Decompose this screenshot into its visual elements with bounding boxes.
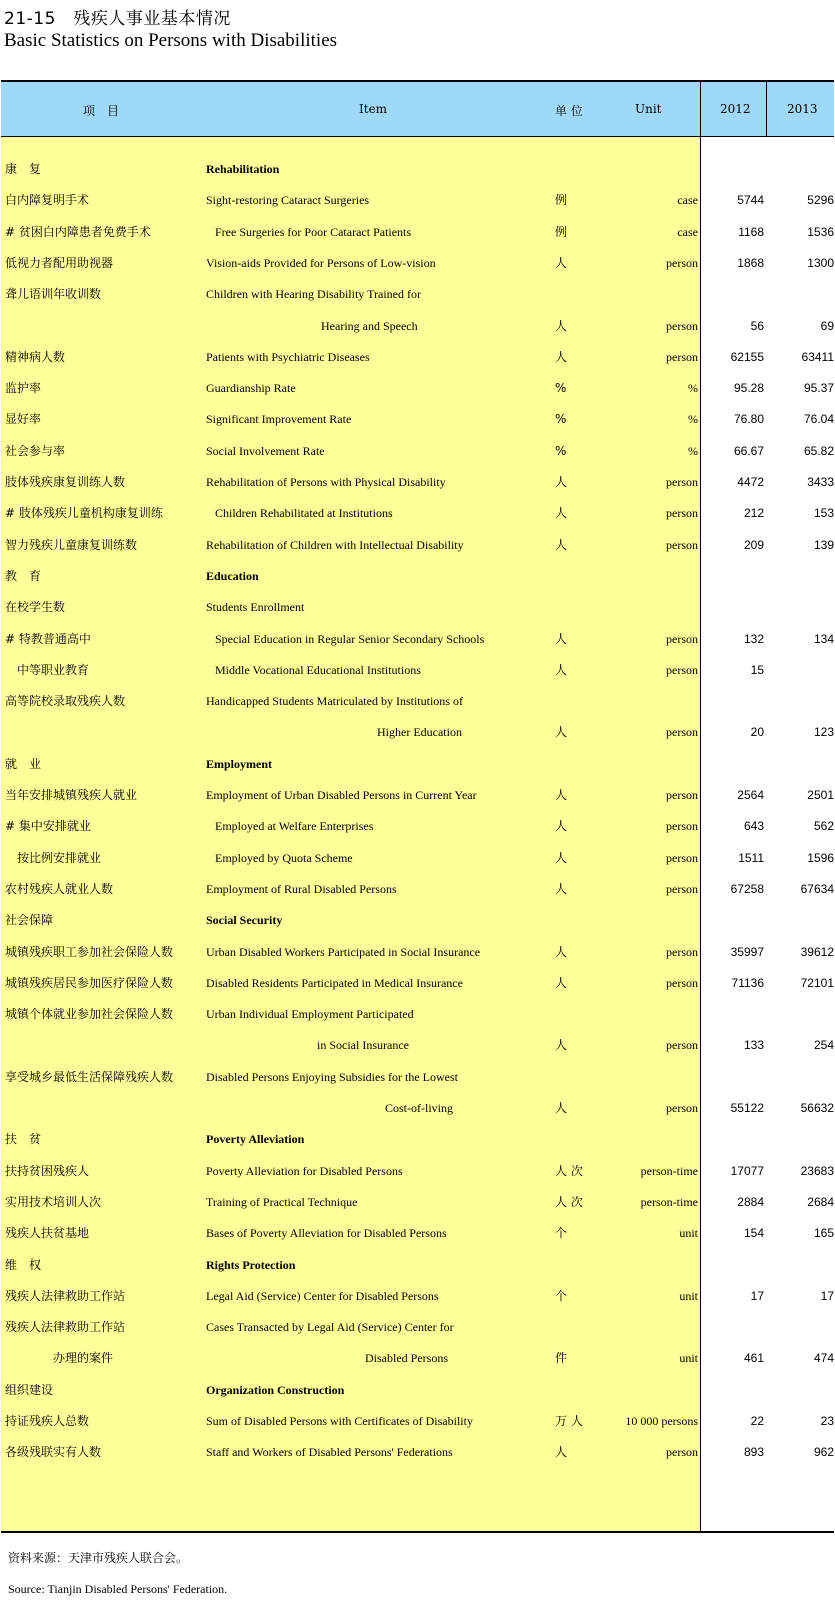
table-row <box>1 1029 834 1061</box>
value-2012: 643 <box>743 819 764 834</box>
unit-cn: 件 <box>555 1351 568 1366</box>
item-label-cn: 精神病人数 <box>5 349 66 364</box>
unit-cn: 人 <box>555 537 568 552</box>
unit-cn: 人 <box>555 1038 568 1053</box>
item-label-en: Hearing and Speech <box>321 318 418 333</box>
value-2012: 5744 <box>737 193 764 208</box>
value-2013: 95.37 <box>803 381 834 396</box>
unit-cn: 万 人 <box>555 1414 583 1428</box>
item-label-en: Poverty Alleviation for Disabled Persons <box>206 1163 403 1178</box>
item-label-en: Sum of Disabled Persons with Certificates of Disability <box>206 1414 473 1428</box>
item-label-en: Education <box>206 568 259 583</box>
item-label-en: Cost-of-living <box>385 1101 453 1115</box>
value-2012: 56 <box>750 318 764 333</box>
section-row <box>1 1374 834 1406</box>
unit-cn: 人 <box>555 975 568 990</box>
header-item-en: Item <box>359 102 388 116</box>
value-2013: 1536 <box>807 224 834 239</box>
unit-en: person <box>666 631 698 646</box>
item-label-cn: # 集中安排就业 <box>5 819 91 834</box>
item-label-en: Disabled Persons <box>365 1351 448 1366</box>
table-row <box>1 372 834 404</box>
unit-cn: 人 <box>555 255 568 270</box>
unit-cn: 例 <box>555 193 568 208</box>
value-2012: 76.80 <box>733 412 764 427</box>
item-label-en: Rights Protection <box>206 1257 296 1272</box>
unit-en: person-time <box>640 1163 698 1178</box>
unit-cn: 例 <box>555 224 568 239</box>
unit-en: person <box>666 475 698 489</box>
value-2012: 133 <box>743 1038 764 1053</box>
section-row <box>1 748 834 780</box>
header-unit-cn: 单 位 <box>555 104 583 118</box>
item-label-cn: 社会参与率 <box>5 443 66 458</box>
item-label-en: Employment of Urban Disabled Persons in Current Year <box>206 788 477 802</box>
unit-en: % <box>688 381 698 396</box>
unit-en: % <box>688 443 698 458</box>
unit-cn: 人 <box>555 318 568 333</box>
value-2012: 2884 <box>737 1194 764 1209</box>
unit-en: person <box>666 255 698 270</box>
item-label-en: Social Security <box>206 913 283 928</box>
value-2012: 209 <box>743 537 764 552</box>
unit-en: 10 000 persons <box>625 1414 698 1428</box>
unit-cn: % <box>555 412 567 427</box>
value-2013: 56632 <box>800 1101 834 1115</box>
section-row <box>1 1249 834 1281</box>
item-label-en: Employed at Welfare Enterprises <box>215 819 374 834</box>
value-2013: 2684 <box>807 1194 834 1209</box>
item-label-cn: # 肢体残疾儿童机构康复训练 <box>5 506 163 521</box>
header-item-cn: 项 目 <box>83 104 120 118</box>
item-label-en: Sight-restoring Cataract Surgeries <box>206 193 370 208</box>
value-2013: 65.82 <box>803 443 834 458</box>
table-row <box>1 873 834 905</box>
item-label-en: Organization Construction <box>206 1382 345 1397</box>
source-note-en: Source: Tianjin Disabled Persons' Federation. <box>8 1582 228 1596</box>
value-2012: 1168 <box>738 224 764 239</box>
unit-en: person <box>666 1445 698 1460</box>
table-row <box>1 435 834 467</box>
item-label-en: Children Rehabilitated at Institutions <box>215 506 393 521</box>
unit-en: person-time <box>640 1194 698 1209</box>
value-2013: 562 <box>813 819 834 834</box>
item-label-cn: 农村残疾人就业人数 <box>5 881 114 896</box>
value-2012: 154 <box>743 1226 764 1241</box>
unit-en: person <box>666 318 698 333</box>
value-2012: 35997 <box>730 944 764 959</box>
table-row <box>1 654 834 686</box>
table-row <box>1 1092 834 1124</box>
value-2013: 2501 <box>807 788 834 802</box>
unit-cn: 人 <box>555 1445 568 1460</box>
table-row <box>1 842 834 874</box>
header-unit-en: Unit <box>635 102 662 116</box>
value-2013: 134 <box>813 631 834 646</box>
unit-en: person <box>666 662 698 677</box>
item-label-cn: # 贫困白内障患者免费手术 <box>5 224 151 239</box>
value-2012: 4472 <box>737 475 764 489</box>
table-row <box>1 810 834 842</box>
unit-cn: 个 <box>555 1226 568 1241</box>
value-2012: 1868 <box>737 255 764 270</box>
item-label-cn: 扶持贫困残疾人 <box>5 1163 90 1178</box>
table-row <box>1 623 834 655</box>
item-label-en: Handicapped Students Matriculated by Institutions of <box>206 694 463 709</box>
item-label-cn: 就 业 <box>5 756 42 771</box>
item-label-en: Rehabilitation of Children with Intellectual Disability <box>206 537 464 552</box>
unit-cn: 人 <box>555 506 568 521</box>
table-row <box>1 310 834 342</box>
unit-en: % <box>688 412 698 427</box>
item-label-cn: 聋儿语训年收训数 <box>5 287 102 302</box>
value-2013: 72101 <box>800 975 834 990</box>
table-row <box>1 998 834 1030</box>
table-row <box>1 685 834 717</box>
item-label-cn: 享受城乡最低生活保障残疾人数 <box>5 1069 174 1084</box>
unit-en: person <box>666 788 698 802</box>
unit-cn: 人 <box>555 788 568 802</box>
section-row <box>1 560 834 592</box>
item-label-cn: 实用技术培训人次 <box>5 1194 102 1209</box>
table-row <box>1 1217 834 1249</box>
table-row <box>1 1436 834 1468</box>
statistics-table <box>1 80 834 1532</box>
item-label-en: Bases of Poverty Alleviation for Disabled Persons <box>206 1226 447 1241</box>
unit-en: person <box>666 1038 698 1053</box>
unit-en: person <box>666 819 698 834</box>
unit-en: unit <box>679 1226 698 1241</box>
value-2012: 1511 <box>738 850 764 865</box>
value-2012: 17 <box>750 1288 764 1303</box>
item-label-en: Employment <box>206 756 272 771</box>
value-2012: 55122 <box>730 1101 764 1115</box>
item-label-en: Rehabilitation <box>206 162 280 176</box>
table-row <box>1 1342 834 1374</box>
item-label-cn: 办理的案件 <box>5 1351 114 1366</box>
table-row <box>1 1186 834 1218</box>
value-2013: 63411 <box>801 349 834 364</box>
unit-en: person <box>666 850 698 865</box>
table-row <box>1 716 834 748</box>
unit-cn: 人 次 <box>555 1194 583 1209</box>
item-label-en: Employed by Quota Scheme <box>215 850 353 865</box>
item-label-en: Guardianship Rate <box>206 381 296 396</box>
value-2012: 461 <box>743 1351 764 1366</box>
table-row <box>1 1061 834 1093</box>
table-bottom-rule <box>1 1531 834 1533</box>
item-label-cn: 残疾人扶贫基地 <box>5 1226 90 1241</box>
table-row <box>1 529 834 561</box>
unit-cn: 人 次 <box>555 1163 583 1178</box>
item-label-en: Urban Individual Employment Participated <box>206 1007 414 1022</box>
item-label-cn: 显好率 <box>5 412 42 427</box>
item-label-en: Employment of Rural Disabled Persons <box>206 881 397 896</box>
item-label-en: Legal Aid (Service) Center for Disabled Persons <box>206 1288 439 1303</box>
table-row <box>1 466 834 498</box>
value-2012: 15 <box>750 662 764 677</box>
unit-cn: 人 <box>555 725 568 740</box>
item-label-en: in Social Insurance <box>317 1038 409 1053</box>
item-label-cn: # 特教普通高中 <box>5 631 91 646</box>
value-2013: 5296 <box>807 193 834 208</box>
unit-cn: 人 <box>555 1101 568 1115</box>
table-row <box>1 779 834 811</box>
item-label-en: Vision-aids Provided for Persons of Low-vision <box>206 255 436 270</box>
unit-en: person <box>666 975 698 990</box>
header-divider <box>766 82 767 139</box>
table-row <box>1 1155 834 1187</box>
item-label-cn: 中等职业教育 <box>5 662 90 677</box>
value-2013: 1300 <box>807 255 834 270</box>
table-row <box>1 591 834 623</box>
table-row <box>1 936 834 968</box>
item-label-cn: 康 复 <box>5 162 42 176</box>
item-label-cn: 白内障复明手术 <box>5 193 90 208</box>
unit-en: case <box>677 193 698 208</box>
source-note-cn: 资料来源：天津市残疾人联合会。 <box>8 1551 189 1565</box>
value-2013: 17 <box>820 1288 834 1303</box>
item-label-cn: 在校学生数 <box>5 600 66 615</box>
table-row <box>1 1405 834 1437</box>
table-header <box>1 80 834 137</box>
item-label-cn: 教 育 <box>5 568 42 583</box>
value-2012: 132 <box>743 631 764 646</box>
value-2013: 474 <box>813 1351 834 1366</box>
value-2013: 3433 <box>807 475 834 489</box>
item-label-cn: 残疾人法律救助工作站 <box>5 1288 126 1303</box>
item-label-en: Training of Practical Technique <box>206 1194 358 1209</box>
item-label-cn: 低视力者配用助视器 <box>5 255 114 270</box>
unit-en: unit <box>679 1351 698 1366</box>
item-label-en: Disabled Residents Participated in Medical Insurance <box>206 975 463 990</box>
item-label-en: Rehabilitation of Persons with Physical Disability <box>206 475 446 489</box>
table-title-en: Basic Statistics on Persons with Disabilities <box>4 30 338 51</box>
value-2012: 22 <box>750 1414 764 1428</box>
value-2012: 2564 <box>737 788 764 802</box>
value-2012: 212 <box>743 506 764 521</box>
value-2012: 62155 <box>730 349 764 364</box>
value-2013: 165 <box>813 1226 834 1241</box>
item-label-en: Free Surgeries for Poor Cataract Patients <box>215 224 412 239</box>
value-2012: 67258 <box>730 881 764 896</box>
item-label-en: Social Involvement Rate <box>206 443 325 458</box>
value-2013: 23683 <box>800 1163 834 1178</box>
unit-cn: 人 <box>555 819 568 834</box>
value-2012: 95.28 <box>733 381 764 396</box>
unit-cn: 个 <box>555 1288 568 1303</box>
item-label-en: Cases Transacted by Legal Aid (Service) Center for <box>206 1320 454 1335</box>
value-2012: 71136 <box>731 975 764 990</box>
value-2013: 76.04 <box>803 412 834 427</box>
item-label-cn: 智力残疾儿童康复训练数 <box>5 537 138 552</box>
value-2013: 1596 <box>807 850 834 865</box>
value-2012: 893 <box>743 1445 764 1460</box>
section-row <box>1 1123 834 1155</box>
table-row <box>1 184 834 216</box>
item-label-en: Special Education in Regular Senior Secondary Schools <box>215 631 485 646</box>
value-2013: 23 <box>820 1414 834 1428</box>
item-label-cn: 维 权 <box>5 1257 42 1272</box>
unit-cn: 人 <box>555 631 568 646</box>
item-label-en: Staff and Workers of Disabled Persons' Federations <box>206 1445 453 1460</box>
item-label-cn: 城镇残疾居民参加医疗保险人数 <box>5 975 174 990</box>
value-2013: 123 <box>813 725 834 740</box>
table-row <box>1 1280 834 1312</box>
item-label-en: Patients with Psychiatric Diseases <box>206 349 370 364</box>
unit-cn: 人 <box>555 349 568 364</box>
value-2012: 20 <box>750 725 764 740</box>
item-label-cn: 高等院校录取残疾人数 <box>5 694 126 709</box>
table-row <box>1 216 834 248</box>
item-label-en: Students Enrollment <box>206 600 305 615</box>
unit-en: person <box>666 1101 698 1115</box>
unit-en: case <box>677 224 698 239</box>
item-label-en: Disabled Persons Enjoying Subsidies for the Lowest <box>206 1069 458 1084</box>
item-label-en: Middle Vocational Educational Institutions <box>215 662 421 677</box>
table-row <box>1 403 834 435</box>
unit-cn: % <box>555 381 567 396</box>
item-label-cn: 组织建设 <box>5 1382 54 1397</box>
unit-en: person <box>666 944 698 959</box>
unit-en: person <box>666 506 698 521</box>
value-2012: 66.67 <box>733 443 764 458</box>
section-row <box>1 153 834 185</box>
value-2013: 153 <box>813 506 834 521</box>
unit-cn: 人 <box>555 662 568 677</box>
unit-cn: % <box>555 443 567 458</box>
value-2013: 254 <box>813 1038 834 1053</box>
unit-en: person <box>666 881 698 896</box>
table-row <box>1 1311 834 1343</box>
unit-en: person <box>666 725 698 740</box>
header-year-2012: 2012 <box>720 102 751 116</box>
value-2013: 39612 <box>800 944 834 959</box>
item-label-cn: 各级残联实有人数 <box>5 1445 102 1460</box>
unit-cn: 人 <box>555 850 568 865</box>
header-year-2013: 2013 <box>787 102 818 116</box>
value-2012: 17077 <box>730 1163 764 1178</box>
item-label-cn: 城镇个体就业参加社会保险人数 <box>5 1007 174 1022</box>
item-label-cn: 当年安排城镇残疾人就业 <box>5 788 138 802</box>
item-label-cn: 持证残疾人总数 <box>5 1414 90 1428</box>
value-2013: 69 <box>820 318 834 333</box>
table-row <box>1 967 834 999</box>
item-label-en: Urban Disabled Workers Participated in Social Insurance <box>206 944 481 959</box>
value-2013: 67634 <box>800 881 834 896</box>
section-row <box>1 904 834 936</box>
item-label-cn: 按比例安排就业 <box>5 850 102 865</box>
item-label-cn: 肢体残疾康复训练人数 <box>5 475 126 489</box>
item-label-cn: 扶 贫 <box>5 1132 42 1147</box>
item-label-cn: 残疾人法律救助工作站 <box>5 1320 126 1335</box>
table-title-cn: 21-15 残疾人事业基本情况 <box>4 9 231 29</box>
unit-en: person <box>666 537 698 552</box>
unit-cn: 人 <box>555 475 568 489</box>
unit-cn: 人 <box>555 944 568 959</box>
table-row <box>1 497 834 529</box>
item-label-cn: 监护率 <box>5 381 42 396</box>
table-row <box>1 247 834 279</box>
value-2013: 962 <box>813 1445 834 1460</box>
table-row <box>1 278 834 310</box>
unit-cn: 人 <box>555 881 568 896</box>
table-row <box>1 341 834 373</box>
item-label-en: Poverty Alleviation <box>206 1132 305 1147</box>
item-label-cn: 社会保障 <box>5 913 54 928</box>
item-label-cn: 城镇残疾职工参加社会保险人数 <box>5 944 174 959</box>
value-2013: 139 <box>813 537 834 552</box>
item-label-en: Higher Education <box>377 725 462 740</box>
header-divider <box>700 82 701 139</box>
item-label-en: Significant Improvement Rate <box>206 412 352 427</box>
unit-en: unit <box>679 1288 698 1303</box>
item-label-en: Children with Hearing Disability Trained for <box>206 287 421 302</box>
unit-en: person <box>666 349 698 364</box>
